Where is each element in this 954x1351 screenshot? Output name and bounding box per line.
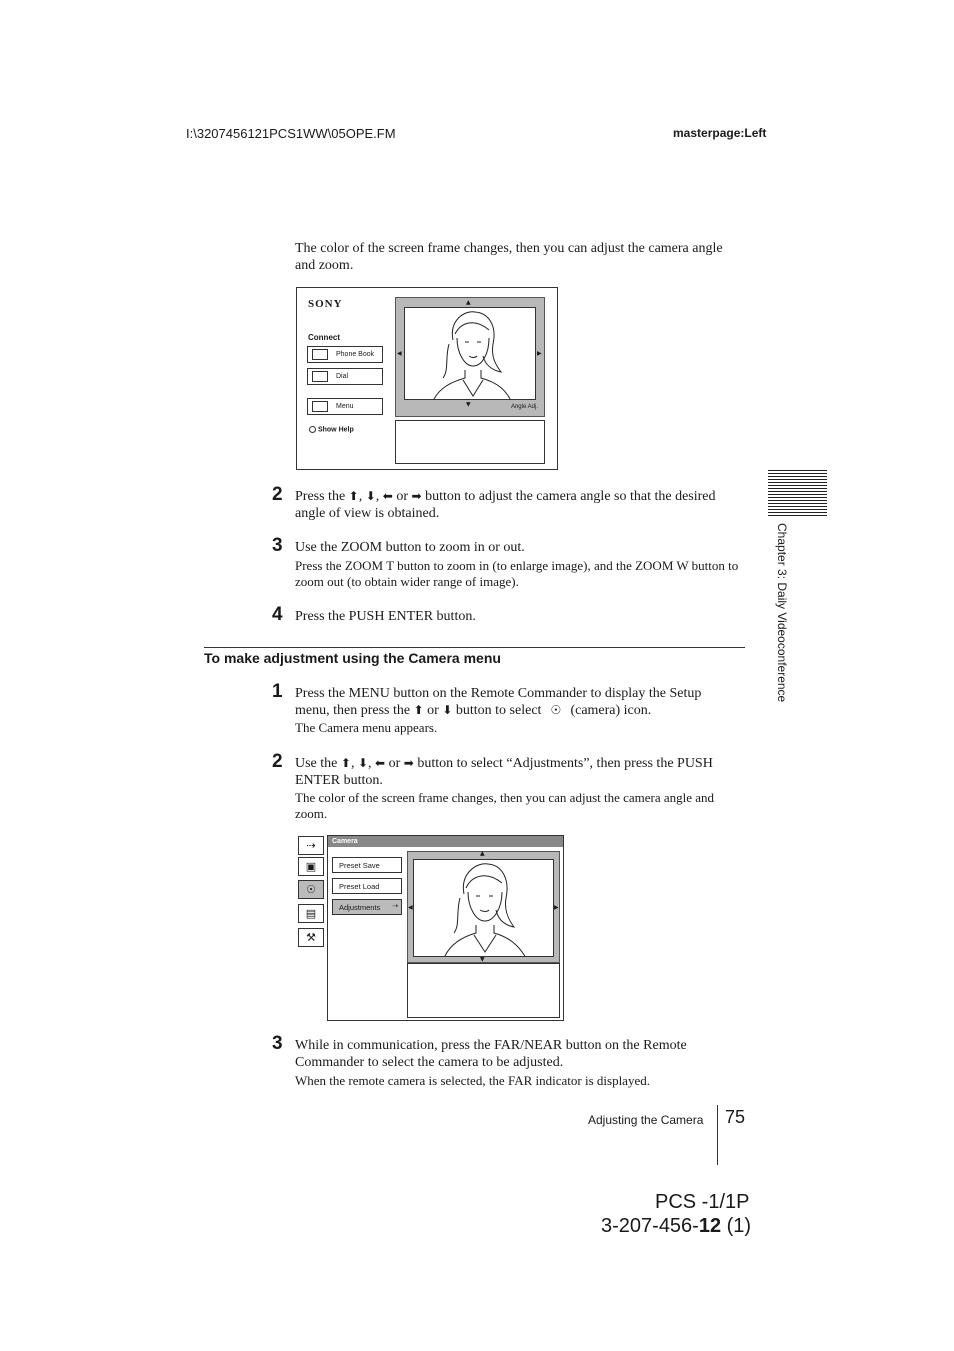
- sony-screen-illustration: [296, 287, 558, 470]
- masterpage-label: masterpage:Left: [673, 126, 767, 140]
- woman-portrait-illustration: [405, 308, 536, 400]
- step-number: 3: [272, 535, 283, 556]
- menu-label: Menu: [336, 403, 354, 410]
- video-frame: [407, 851, 560, 963]
- arrow-up-icon: ⬆: [340, 756, 351, 770]
- arrow-right-icon: ➡: [411, 489, 422, 503]
- file-path: I:\3207456121PCS1WW\05OPE.FM: [186, 126, 396, 141]
- arrow-up-icon: ⬆: [348, 489, 359, 503]
- help-panel: [395, 420, 545, 464]
- intro-text: The color of the screen frame changes, then you can adjust the camera angle and zoom.: [295, 241, 723, 273]
- preset-save-button[interactable]: Preset Save: [332, 857, 402, 873]
- show-help-label: Show Help: [317, 426, 354, 434]
- dial-label: Dial: [336, 373, 349, 380]
- camera-icon: ☉: [550, 703, 562, 717]
- arrow-down-icon: ⬇: [357, 756, 369, 770]
- step-number: 2: [272, 751, 283, 772]
- adjustments-button[interactable]: [332, 899, 402, 915]
- step-3b-subtext: When the remote camera is selected, the FAR indicator is displayed.: [295, 1073, 650, 1088]
- step-number: 2: [272, 484, 283, 505]
- footer-section: Adjusting the Camera: [588, 1113, 704, 1127]
- arrow-right-icon: ➡: [403, 756, 414, 770]
- connect-icon[interactable]: ⇢: [298, 836, 324, 855]
- dial-icon: [312, 371, 328, 382]
- arrow-right-icon: ▶: [554, 904, 559, 911]
- document-code: 3-207-456-12 (1): [601, 1215, 752, 1237]
- step-2a-text: Press the ⬆, ⬇, ⬅ or ➡ button to adjust the camera angle so that the desired angle of view is obtained.: [295, 489, 716, 521]
- step-2b-subtext: The color of the screen frame changes, then you can adjust the camera angle and zoom.: [295, 790, 715, 821]
- section-rule: [204, 647, 745, 648]
- step-number: 3: [272, 1033, 283, 1054]
- phone-book-label: Phone Book: [336, 351, 375, 358]
- arrow-down-icon: ▼: [480, 956, 485, 963]
- radio-icon: [309, 426, 316, 433]
- step-3a-text: Use the ZOOM button to zoom in or out.: [295, 540, 525, 555]
- step-3a-subtext: Press the ZOOM T button to zoom in (to enlarge image), and the ZOOM W button to zoom out (to obtain wider range of image).: [295, 558, 739, 589]
- step-number: 4: [272, 604, 283, 625]
- arrow-right-icon: ▶: [537, 350, 542, 357]
- chapter-tab-label: Chapter 3: Daily Videoconference: [775, 523, 789, 703]
- adjustments-label: Adjustments: [339, 903, 381, 912]
- connect-label: Connect: [308, 333, 340, 342]
- section-title: To make adjustment using the Camera menu: [204, 650, 501, 666]
- tools-icon[interactable]: ⚒: [298, 928, 324, 947]
- arrow-left-icon: ◀: [408, 904, 413, 911]
- arrow-left-icon: ⬅: [375, 756, 386, 770]
- camera-menu-panel: [327, 835, 564, 1021]
- arrow-up-icon: ▲: [480, 850, 485, 857]
- info-panel: [407, 963, 560, 1018]
- woman-portrait-illustration: [414, 860, 554, 957]
- step-1b-subtext: The Camera menu appears.: [295, 720, 438, 735]
- sony-logo: SONY: [308, 298, 343, 310]
- page-number: 75: [725, 1107, 746, 1127]
- step-4a-text: Press the PUSH ENTER button.: [295, 609, 476, 624]
- arrow-left-icon: ◀: [397, 350, 402, 357]
- arrow-up-icon: ⬆: [413, 703, 424, 717]
- model-name: PCS -1/1P: [655, 1191, 750, 1213]
- phone-book-button[interactable]: [307, 346, 383, 363]
- camera-menu-illustration: [297, 835, 564, 1022]
- video-frame: [395, 297, 545, 417]
- show-help-option[interactable]: [309, 426, 354, 433]
- enter-arrow-icon: ⇢: [392, 902, 398, 910]
- arrow-down-icon: ▼: [466, 401, 471, 408]
- step-2b-text: Use the ⬆, ⬇, ⬅ or ➡ button to select “Adjustments”, then press the PUSH ENTER button.: [295, 756, 713, 788]
- menu-button[interactable]: [307, 398, 383, 415]
- user-icon[interactable]: ▣: [298, 857, 324, 876]
- menu-title-bar: Camera: [328, 836, 563, 847]
- phone-book-icon: [312, 349, 328, 360]
- camera-icon[interactable]: ☉: [298, 880, 324, 899]
- step-number: 1: [272, 681, 283, 702]
- arrow-down-icon: ⬇: [365, 489, 376, 503]
- display-icon[interactable]: ▤: [298, 904, 324, 923]
- footer-divider: [717, 1105, 718, 1165]
- arrow-left-icon: ⬅: [382, 489, 393, 503]
- video-image: [404, 307, 536, 400]
- menu-icon: [312, 401, 328, 412]
- dial-button[interactable]: [307, 368, 383, 385]
- preset-load-button[interactable]: Preset Load: [332, 878, 402, 894]
- step-3b-text: While in communication, press the FAR/NEAR button on the Remote Commander to select the camera to be adjusted.: [295, 1038, 687, 1070]
- video-image: [413, 859, 554, 957]
- step-1b-text: Press the MENU button on the Remote Commander to display the Setup menu, then press the ⬆ or ⬇ button to select ☉ (camera) icon.: [295, 686, 702, 718]
- angle-adj-label: Angle Adj.: [510, 404, 538, 410]
- arrow-down-icon: ⬇: [442, 703, 453, 717]
- arrow-up-icon: ▲: [466, 299, 471, 306]
- chapter-tab-stripes: [768, 470, 827, 517]
